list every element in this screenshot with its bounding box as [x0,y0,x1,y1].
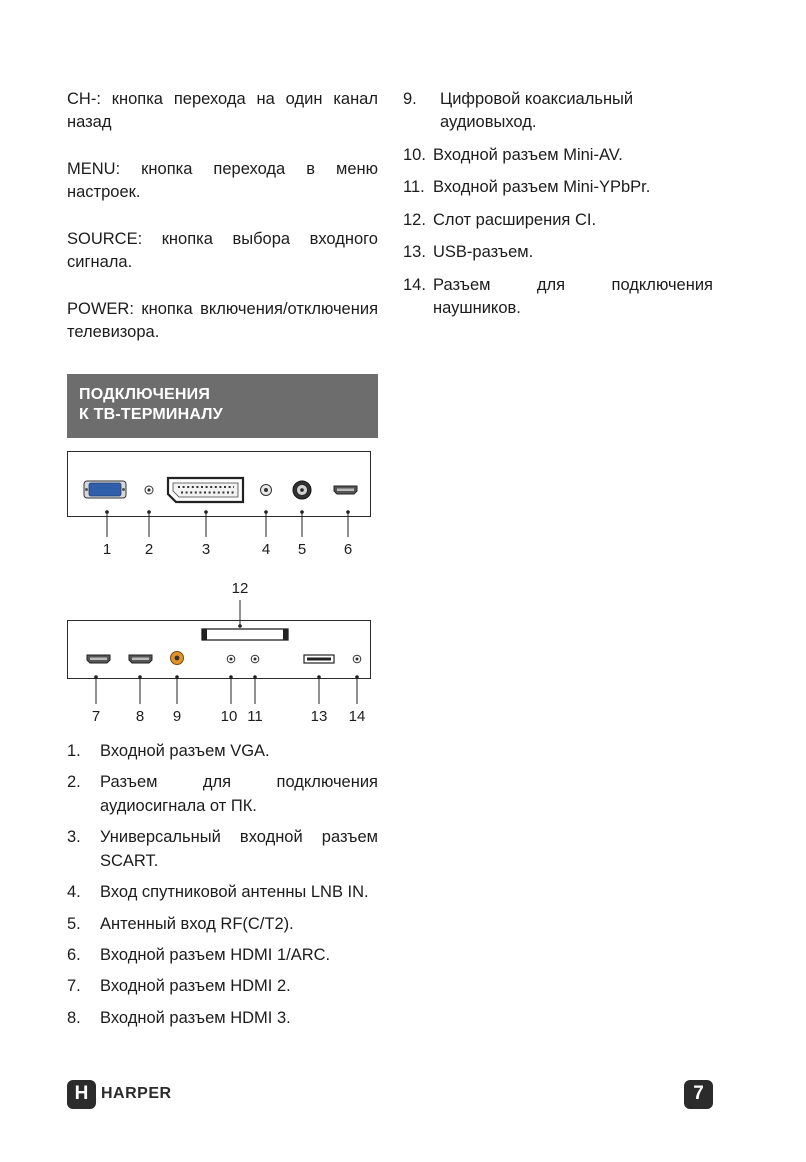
button-descriptions [67,88,378,367]
logo-letter: H [67,1080,96,1109]
list-item-text: Входной разъем VGA. [100,742,270,760]
list-item-number: 11. [403,178,425,197]
top-label-2: 2 [144,541,154,558]
list-item [67,881,378,904]
ci-slot-label: 12 [231,580,249,597]
connector-list-left [67,740,378,1038]
top-label-6: 6 [343,541,353,558]
list-item [67,913,378,936]
list-item-text: Разъем для подключения наушников. [433,275,713,317]
top-label-3: 3 [201,541,211,558]
list-item [403,88,713,135]
section-header-line2: К ТВ-ТЕРМИНАЛУ [79,406,223,423]
connector-panel-bottom [67,620,371,679]
brand-name: HARPER [101,1085,172,1103]
list-item-number: 3. [67,828,81,847]
bottom-label-13: 13 [310,708,328,725]
list-item-text: Разъем для подключения аудиосигнала от ПК. [100,773,378,815]
source-description: SOURCE: кнопка выбора входного сигнала. [67,229,378,272]
list-item-text: Входной разъем HDMI 3. [100,1008,291,1027]
top-label-5: 5 [297,541,307,558]
list-item [67,975,378,998]
section-header-line1: ПОДКЛЮЧЕНИЯ [79,386,211,403]
list-item-text: Входной разъем HDMI 1/ARC. [100,945,331,964]
list-item-text: Входной разъем Mini-YPbPr. [433,178,651,197]
list-item-number: 9. [403,90,417,108]
list-item-text: Вход спутниковой антенны LNB IN. [100,883,369,902]
list-item-text: Цифровой коаксиальный аудиовыход. [440,90,634,132]
list-item [403,241,713,264]
bottom-label-14: 14 [348,708,366,725]
bottom-label-11: 11 [247,708,263,725]
list-item-number: 2. [67,773,81,792]
list-item [403,144,713,167]
list-item-number: 13. [403,243,426,262]
list-item-text: Универсальный входной разъем SCART. [100,828,378,870]
list-item-text: USB-разъем. [433,243,534,262]
list-item-number: 7. [67,977,81,996]
list-item [67,771,378,818]
top-label-1: 1 [102,541,112,558]
list-item-text: Антенный вход RF(C/T2). [100,914,294,933]
list-item-number: 10. [403,145,426,164]
connector-panel-top [67,451,371,517]
list-item [403,274,713,321]
list-item-number: 1. [67,742,81,760]
list-item [67,944,378,967]
list-item-number: 8. [67,1008,81,1027]
list-item-number: 12. [403,210,426,229]
list-item [403,209,713,232]
bottom-label-9: 9 [172,708,182,725]
list-item-number: 5. [67,914,81,933]
list-item-text: Входной разъем HDMI 2. [100,977,291,996]
harper-logo [67,1080,172,1109]
list-item [67,740,378,763]
bottom-label-8: 8 [135,708,145,725]
page-number: 7 [684,1080,713,1109]
bottom-label-10: 10 [220,708,238,725]
top-label-4: 4 [261,541,271,558]
list-item-number: 6. [67,945,81,964]
menu-description: MENU: кнопка перехода в меню настроек. [67,159,378,202]
bottom-label-7: 7 [91,708,101,725]
list-item [67,826,378,873]
list-item-text: Входной разъем Mini-AV. [433,145,623,164]
connector-list-right [403,88,713,329]
power-description: POWER: кнопка включения/отключения телевизора. [67,299,378,341]
list-item [403,176,713,199]
list-item [67,1007,378,1030]
list-item-text: Слот расширения CI. [433,210,597,229]
list-item-number: 14. [403,275,426,294]
list-item-number: 4. [67,883,81,902]
section-header [67,374,378,438]
ch-minus-description: CH-: кнопка перехода на один канал назад [67,90,378,132]
